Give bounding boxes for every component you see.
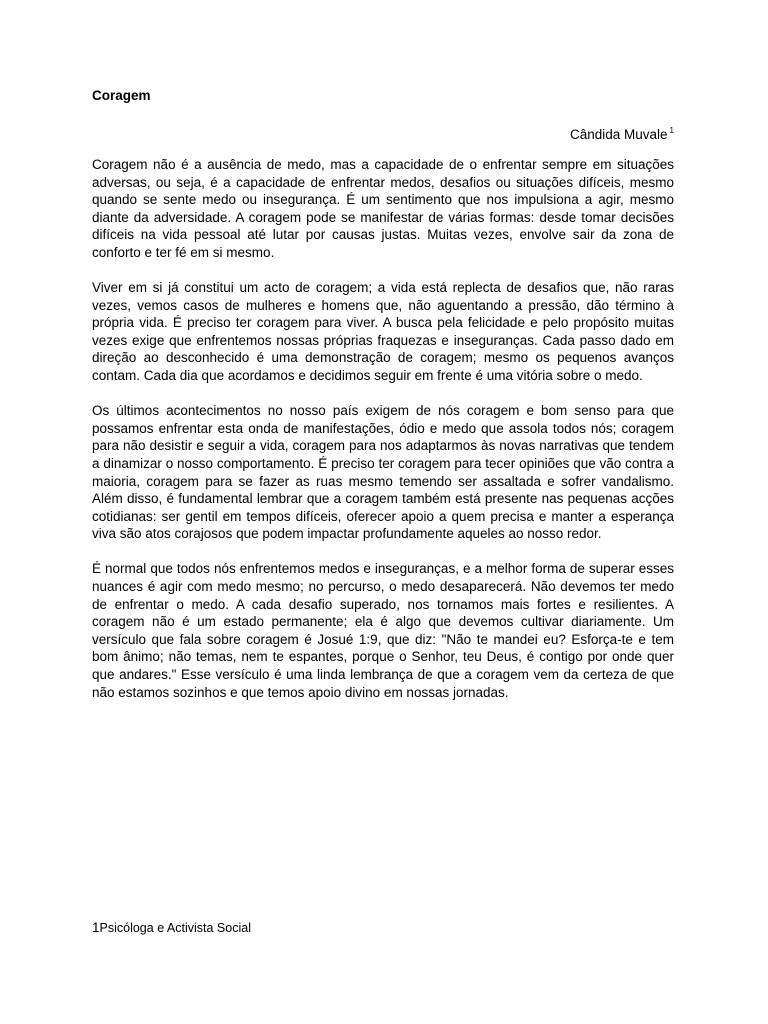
author-name: Cândida Muvale	[569, 127, 668, 142]
footnote-number: 1	[92, 920, 100, 935]
paragraph: Os últimos acontecimentos no nosso país exigem de nós coragem e bom senso para que possamos enfrentar esta onda de manifestações, ódio e medo que assola todos nós; coragem para não desistir e seguir a vida, coragem para nos adaptarmos às novas narrativas que tendem a dinamizar o nosso comportamento. É preciso ter coragem para tecer opiniões que vão contra a maioria, coragem para se fazer as ruas mesmo temendo ser assaltada e sofrer vandalismo. Além disso, é fundamental lembrar que a coragem também está presente nas pequenas acções cotidianas: ser gentil em tempos difíceis, oferecer apoio a quem precisa e manter a esperança viva são atos corajosos que podem impactar profundamente aqueles ao nosso redor.	[92, 403, 674, 542]
paragraph: Coragem não é a ausência de medo, mas a capacidade de o enfrentar sempre em situações adversas, ou seja, é a capacidade de enfrentar medos, desafios ou situações difíceis, mesmo quando se sente medo ou insegurança. É um sentimento que nos impulsiona a agir, mesmo diante da adversidade. A coragem pode se manifestar de várias formas: desde tomar decisões difíceis na vida pessoal até lutar por causas justas. Muitas vezes, envolve sair da zona de conforto e ter fé em si mesmo.	[92, 157, 674, 260]
paragraph: É normal que todos nós enfrentemos medos e inseguranças, e a melhor forma de superar esses nuances é agir com medo mesmo; no percurso, o medo desaparecerá. Não devemos ter medo de enfrentar o medo. A cada desafio superado, nos tornamos mais fortes e resilientes. A coragem não é um estado permanente; ela é algo que devemos cultivar diariamente. Um versículo que fala sobre coragem é Josué 1:9, que diz: "Não te mandei eu? Esforça-te e tem bom ânimo; não temas, nem te espantes, porque o Senhor, teu Deus, é contigo por onde quer que andares." Esse versículo é uma linda lembrança de que a coragem vem da certeza de que não estamos sozinhos e que temos apoio divino em nossas jornadas.	[92, 561, 674, 700]
document-title: Coragem	[92, 88, 151, 103]
author-line	[570, 122, 674, 144]
footnote	[92, 919, 251, 937]
paragraph: Viver em si já constitui um acto de coragem; a vida está replecta de desafios que, não raras vezes, vemos casos de mulheres e homens que, não aguentando a pressão, dão término à própria vida. É preciso ter coragem para viver. A busca pela felicidade e pelo propósito muitas vezes exige que enfrentemos nossas próprias fraquezas e inseguranças. Cada passo dado em direção ao desconhecido é uma demonstração de coragem; mesmo os pequenos avanços contam. Cada dia que acordamos e decidimos seguir em frente é uma vitória sobre o medo.	[92, 280, 674, 384]
document-page	[92, 0, 674, 1024]
document-body	[92, 156, 674, 719]
author-footnote-marker: 1	[669, 126, 674, 135]
footnote-text: Psicóloga e Activista Social	[99, 921, 251, 935]
